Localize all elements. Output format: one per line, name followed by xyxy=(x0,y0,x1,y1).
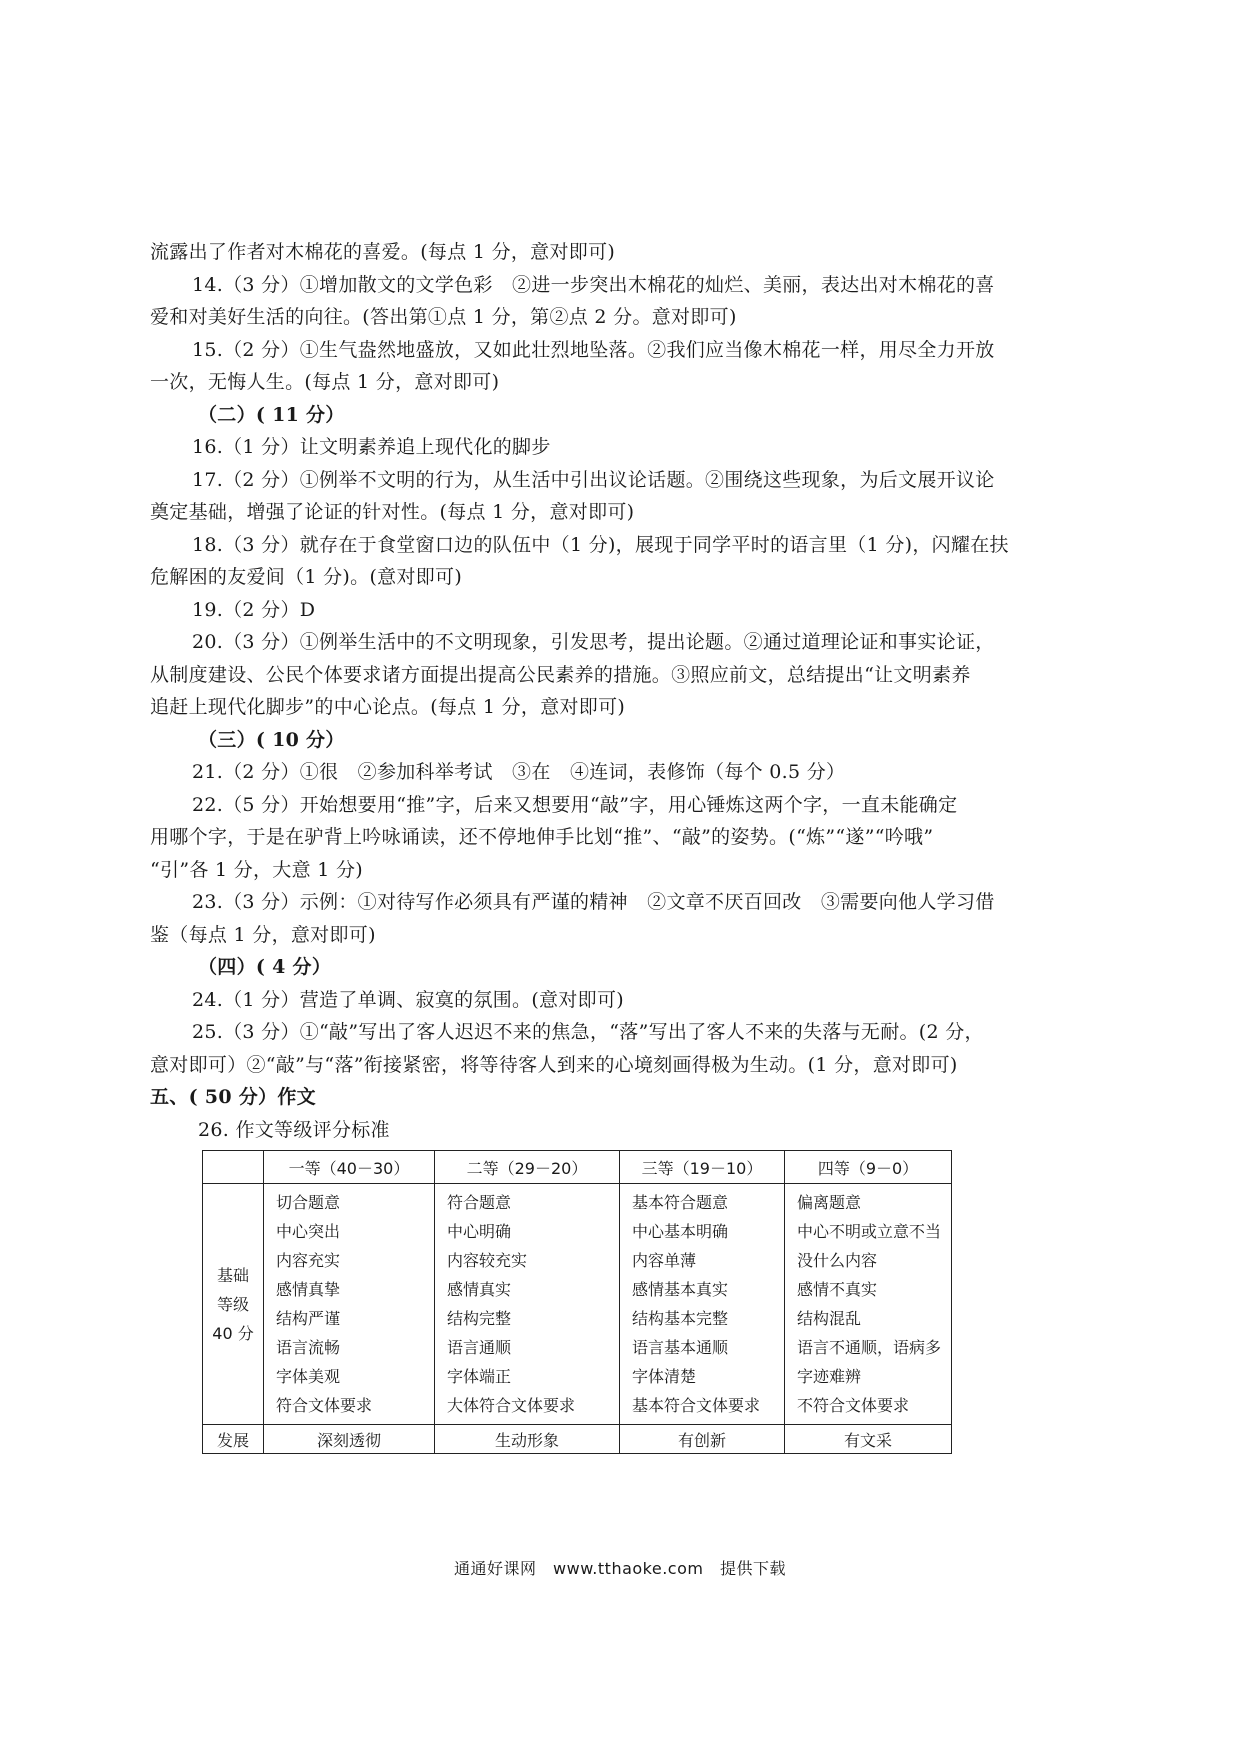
text-line: 21.（2 分）①很 ②参加科举考试 ③在 ④连词，表修饰（每个 0.5 分） xyxy=(192,761,846,783)
text-line: 鉴（每点 1 分，意对即可) xyxy=(150,923,376,946)
text-line: 25.（3 分）①“敲”写出了客人迟迟不来的焦急，“落”写出了客人不来的失落与无耐。(2 分， xyxy=(192,1021,984,1043)
criterion-item: 基本符合文体要求 xyxy=(632,1396,761,1415)
text-line: （三）( 10 分） xyxy=(198,728,345,751)
grading-table xyxy=(202,1150,952,1454)
text-line: 23.（3 分）示例：①对待写作必须具有严谨的精神 ②文章不厌百回改 ③需要向他人学习借 xyxy=(192,891,995,913)
text-line: 26. 作文等级评分标准 xyxy=(198,1118,390,1141)
text-line: 19.（2 分）D xyxy=(192,598,316,621)
text-line: （四）( 4 分） xyxy=(198,956,332,978)
criterion-item: 语言通顺 xyxy=(447,1338,512,1357)
criterion-item: 语言流畅 xyxy=(276,1338,341,1357)
text-line: 用哪个字，于是在驴背上吟咏诵读，还不停地伸手比划“推”、“敲”的姿势。(“炼”“遂”“吟哦” xyxy=(150,826,934,848)
text-line: 22.（5 分）开始想要用“推”字，后来又想要用“敲”字，用心锤炼这两个字，一直未能确定 xyxy=(192,793,958,816)
criterion-item: 字体清楚 xyxy=(632,1367,697,1386)
base-label-line: 40 分 xyxy=(212,1323,254,1343)
text-line: 14.（3 分）①增加散文的文学色彩 ②进一步突出木棉花的灿烂、美丽，表达出对木棉花的喜 xyxy=(192,273,995,296)
criterion-item: 结构严谨 xyxy=(276,1309,341,1328)
tier-4-criteria xyxy=(785,1184,952,1425)
text-line: 奠定基础，增强了论证的针对性。(每点 1 分，意对即可) xyxy=(150,501,635,523)
criterion-item: 感情基本真实 xyxy=(632,1280,729,1299)
page-footer: 通通好课网 www.tthaoke.com 提供下载 xyxy=(454,1559,786,1578)
dev-tier-4: 有文采 xyxy=(785,1425,952,1454)
criterion-item: 不符合文体要求 xyxy=(797,1396,910,1415)
dev-tier-2: 生动形象 xyxy=(435,1425,620,1454)
criterion-item: 大体符合文体要求 xyxy=(447,1396,576,1415)
text-line: 18.（3 分）就存在于食堂窗口边的队伍中（1 分)，展现于同学平时的语言里（1 分)，闪耀在扶 xyxy=(192,533,1009,556)
grading-table-dev-row xyxy=(203,1425,952,1454)
table-header-tier-1: 一等（40－30） xyxy=(264,1151,435,1184)
criterion-item: 字体端正 xyxy=(447,1367,512,1386)
text-line: 17.（2 分）①例举不文明的行为，从生活中引出议论话题。②围绕这些现象，为后文展开议论 xyxy=(192,468,995,491)
criterion-item: 偏离题意 xyxy=(797,1193,862,1212)
criterion-item: 符合题意 xyxy=(447,1193,512,1212)
criterion-item: 结构混乱 xyxy=(797,1309,862,1328)
criterion-item: 中心突出 xyxy=(276,1222,341,1241)
text-line: 24.（1 分）营造了单调、寂寞的氛围。(意对即可) xyxy=(192,988,624,1011)
dev-tier-1: 深刻透彻 xyxy=(264,1425,435,1454)
text-line: “引”各 1 分，大意 1 分) xyxy=(150,858,363,881)
base-label-line: 基础 xyxy=(216,1265,249,1285)
text-line: 五、( 50 分）作文 xyxy=(150,1086,316,1108)
criterion-item: 语言不通顺，语病多 xyxy=(797,1338,942,1357)
text-line: （二）( 11 分） xyxy=(198,403,345,426)
answer-lines xyxy=(150,236,1090,1146)
text-line: 意对即可）②“敲”与“落”衔接紧密，将等待客人到来的心境刻画得极为生动。(1 分，意对即可) xyxy=(150,1053,958,1076)
text-line: 15.（2 分）①生气盎然地盛放，又如此壮烈地坠落。②我们应当像木棉花一样，用尽全力开放 xyxy=(192,338,995,361)
criterion-item: 内容单薄 xyxy=(632,1251,697,1270)
criterion-item: 基本符合题意 xyxy=(632,1193,729,1212)
text-line: 追赶上现代化脚步”的中心论点。(每点 1 分，意对即可) xyxy=(150,696,626,718)
text-line: 一次，无悔人生。(每点 1 分，意对即可) xyxy=(150,371,500,393)
criterion-item: 语言基本通顺 xyxy=(632,1338,729,1357)
criterion-item: 字迹难辨 xyxy=(797,1367,862,1386)
criterion-item: 没什么内容 xyxy=(797,1251,878,1270)
text-line: 从制度建设、公民个体要求诸方面提出提高公民素养的措施。③照应前文，总结提出“让文明素养 xyxy=(150,663,971,686)
text-line: 20.（3 分）①例举生活中的不文明现象，引发思考，提出论题。②通过道理论证和事实论证， xyxy=(192,631,995,653)
grading-table-header-row xyxy=(203,1151,952,1184)
tier-2-criteria xyxy=(435,1184,620,1425)
criterion-item: 感情不真实 xyxy=(797,1280,878,1299)
dev-level-label: 发展 xyxy=(203,1425,264,1454)
criterion-item: 中心明确 xyxy=(447,1222,512,1241)
base-label-line: 等级 xyxy=(216,1294,249,1314)
criterion-item: 结构完整 xyxy=(447,1309,512,1328)
criterion-item: 中心基本明确 xyxy=(632,1222,729,1241)
text-line: 危解困的友爱间（1 分)。(意对即可) xyxy=(150,566,463,588)
criterion-item: 结构基本完整 xyxy=(632,1309,729,1328)
table-header-tier-4: 四等（9－0） xyxy=(785,1151,952,1184)
table-header-tier-3: 三等（19－10） xyxy=(620,1151,785,1184)
criterion-item: 中心不明或立意不当 xyxy=(797,1222,942,1241)
criterion-item: 感情真挚 xyxy=(276,1280,341,1299)
tier-3-criteria xyxy=(620,1184,785,1425)
text-line: 流露出了作者对木棉花的喜爱。(每点 1 分，意对即可) xyxy=(150,241,616,263)
tier-1-criteria xyxy=(264,1184,435,1425)
text-line: 16.（1 分）让文明素养追上现代化的脚步 xyxy=(192,436,551,458)
criterion-item: 切合题意 xyxy=(276,1193,341,1212)
criterion-item: 内容较充实 xyxy=(447,1251,528,1270)
base-level-label xyxy=(203,1184,264,1425)
criterion-item: 字体美观 xyxy=(276,1367,341,1386)
criterion-item: 感情真实 xyxy=(447,1280,512,1299)
text-line: 爱和对美好生活的向往。(答出第①点 1 分，第②点 2 分。意对即可) xyxy=(150,306,737,328)
criterion-item: 符合文体要求 xyxy=(276,1396,373,1415)
table-header-corner xyxy=(203,1151,264,1184)
grading-table-base-row xyxy=(203,1184,952,1425)
answer-document xyxy=(150,236,1090,1454)
dev-tier-3: 有创新 xyxy=(620,1425,785,1454)
table-header-tier-2: 二等（29－20） xyxy=(435,1151,620,1184)
criterion-item: 内容充实 xyxy=(276,1251,341,1270)
